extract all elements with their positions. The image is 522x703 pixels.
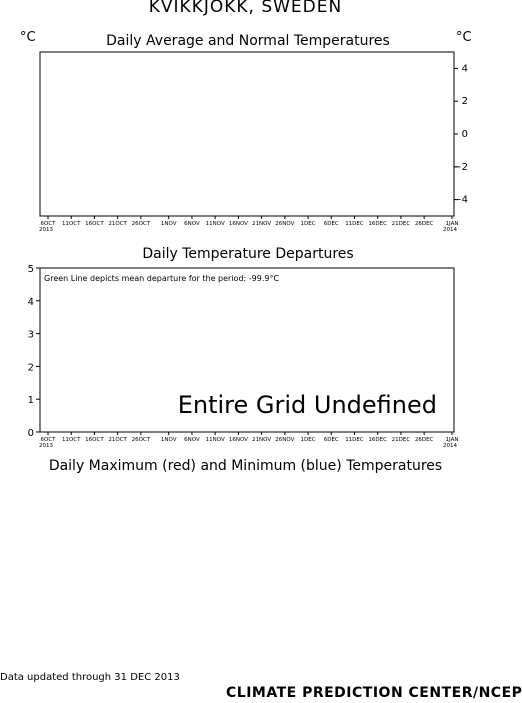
x-tick-sublabel-averages-0: 2013 bbox=[39, 227, 53, 233]
credit-label: CLIMATE PREDICTION CENTER/NCEP bbox=[226, 685, 522, 701]
y-tick-label-averages-2: 0 bbox=[461, 129, 468, 140]
unit-label-right: °C bbox=[456, 30, 472, 45]
x-tick-label-averages-2: 16OCT bbox=[85, 221, 104, 227]
x-tick-label-averages-13: 11DEC bbox=[345, 221, 364, 227]
chart-title-max-min: Daily Maximum (red) and Minimum (blue) Temperatures bbox=[48, 458, 443, 474]
chart-title-departures: Daily Temperature Departures bbox=[142, 246, 354, 262]
x-tick-label-averages-15: 21DEC bbox=[391, 221, 411, 227]
x-tick-label-departures-1: 11OCT bbox=[61, 437, 81, 443]
x-tick-label-averages-0: 6OCT bbox=[40, 221, 56, 227]
x-tick-label-averages-1: 11OCT bbox=[61, 221, 81, 227]
departure-annotation: Green Line depicts mean departure for the period: -99.9°C bbox=[44, 274, 280, 283]
x-tick-label-departures-9: 21NOV bbox=[252, 437, 272, 443]
y-tick-label-averages-1: 2 bbox=[461, 96, 468, 108]
x-tick-label-departures-17: 1JAN bbox=[445, 437, 459, 443]
y-tick-label-departures-4: 1 bbox=[27, 395, 34, 407]
x-tick-label-departures-13: 11DEC bbox=[345, 437, 364, 443]
x-tick-label-departures-6: 6NOV bbox=[184, 437, 200, 443]
x-tick-label-averages-10: 26NOV bbox=[275, 221, 295, 227]
x-tick-label-departures-7: 11NOV bbox=[205, 437, 225, 443]
station-title: KVIKKJOKK, SWEDEN bbox=[148, 0, 343, 17]
x-tick-label-averages-17: 1JAN bbox=[445, 221, 459, 227]
y-tick-label-departures-3: 2 bbox=[27, 362, 34, 374]
x-tick-label-averages-4: 26OCT bbox=[131, 221, 151, 227]
x-tick-label-departures-10: 26NOV bbox=[275, 437, 295, 443]
x-tick-label-departures-8: 16NOV bbox=[228, 437, 248, 443]
x-tick-sublabel-departures-17: 2014 bbox=[443, 443, 457, 449]
x-tick-label-averages-5: 1NOV bbox=[160, 221, 177, 227]
x-tick-label-departures-16: 26DEC bbox=[414, 437, 434, 443]
x-tick-label-departures-5: 1NOV bbox=[160, 437, 177, 443]
x-tick-label-averages-16: 26DEC bbox=[414, 221, 434, 227]
undefined-grid-message: Entire Grid Undefined bbox=[177, 391, 437, 419]
y-tick-label-averages-4: −4 bbox=[453, 194, 468, 206]
y-tick-label-departures-1: 4 bbox=[27, 296, 34, 308]
y-tick-label-departures-0: 5 bbox=[27, 264, 34, 275]
x-tick-sublabel-departures-0: 2013 bbox=[39, 443, 53, 449]
x-tick-label-averages-8: 16NOV bbox=[228, 221, 248, 227]
chart-title-averages: Daily Average and Normal Temperatures bbox=[106, 33, 390, 49]
x-tick-label-departures-11: 1DEC bbox=[300, 437, 316, 443]
x-tick-label-departures-3: 21OCT bbox=[108, 437, 127, 443]
x-tick-label-departures-15: 21DEC bbox=[391, 437, 411, 443]
x-tick-sublabel-averages-17: 2014 bbox=[443, 227, 457, 233]
x-tick-label-averages-14: 16DEC bbox=[368, 221, 387, 227]
x-tick-label-averages-3: 21OCT bbox=[108, 221, 127, 227]
x-tick-label-averages-6: 6NOV bbox=[184, 221, 200, 227]
x-tick-label-departures-2: 16OCT bbox=[85, 437, 104, 443]
x-tick-label-averages-11: 1DEC bbox=[300, 221, 316, 227]
x-tick-label-averages-9: 21NOV bbox=[252, 221, 272, 227]
x-tick-label-departures-12: 6DEC bbox=[323, 437, 339, 443]
y-tick-label-averages-0: 4 bbox=[461, 63, 468, 75]
x-tick-label-departures-0: 6OCT bbox=[40, 437, 56, 443]
x-tick-label-departures-14: 16DEC bbox=[368, 437, 387, 443]
plot-frame-averages bbox=[40, 52, 454, 216]
x-tick-label-averages-7: 11NOV bbox=[205, 221, 225, 227]
data-updated-note: Data updated through 31 DEC 2013 bbox=[0, 672, 180, 683]
unit-label-left: °C bbox=[20, 30, 36, 45]
x-tick-label-departures-4: 26OCT bbox=[131, 437, 151, 443]
y-tick-label-averages-3: −2 bbox=[453, 161, 468, 173]
y-tick-label-departures-5: 0 bbox=[27, 428, 34, 439]
x-tick-label-averages-12: 6DEC bbox=[323, 221, 339, 227]
y-tick-label-departures-2: 3 bbox=[27, 329, 34, 341]
